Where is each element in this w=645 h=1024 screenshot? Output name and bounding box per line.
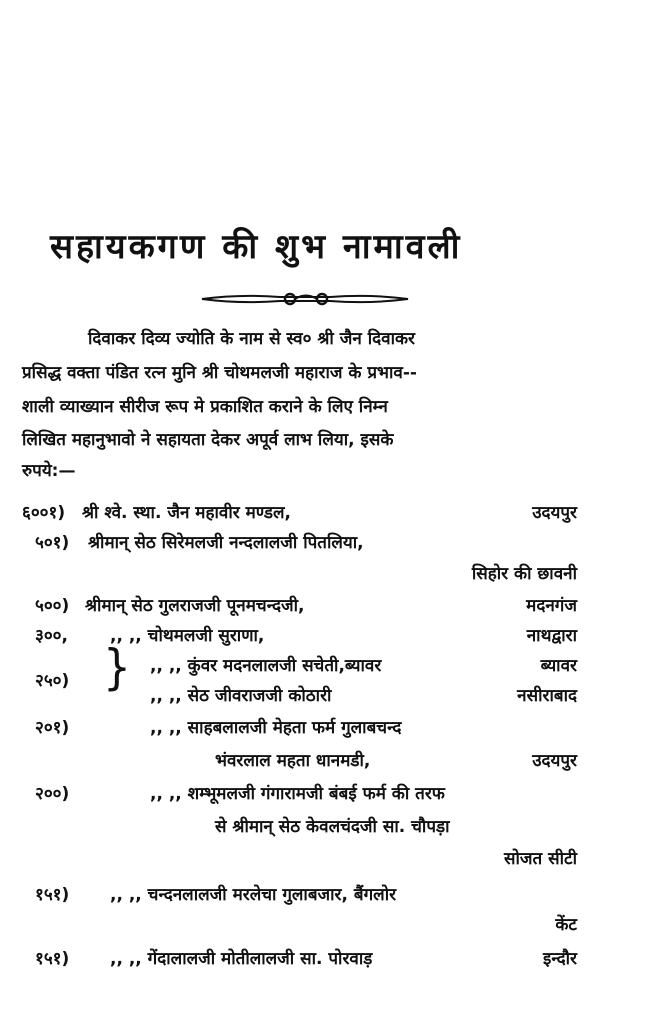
entry-amount: ५०१) [35, 533, 70, 553]
entry-amount: २००) [35, 784, 70, 804]
ornament-divider-icon [200, 292, 410, 306]
entry-amount: ३००, [35, 626, 68, 646]
entry-place: नसीराबाद [517, 686, 577, 706]
entry-name: ,, ,, सेठ जीवराजजी कोठारी [150, 686, 332, 706]
entry-place: सोजत सीटी [504, 849, 577, 869]
entry-place: ब्यावर [540, 656, 577, 676]
entry-name-cont: भंवरलाल महता धानमडी, [215, 751, 371, 771]
entry-amount: १५१) [35, 885, 70, 905]
page-title: सहायकगण की शुभ नामावली [50, 227, 463, 267]
entry-name-cont: से श्रीमान् सेठ केवलचंदजी सा. चौपड़ा [215, 817, 450, 837]
entry-amount: ६००१) [22, 503, 66, 523]
intro-line: प्रसिद्ध वक्ता पंडित रत्न मुनि श्री चोथमलजी महाराज के प्रभाव-- [22, 363, 417, 383]
entry-amount: १५१) [35, 949, 70, 969]
entry-place: मदनगंज [526, 596, 577, 616]
entry-place: सिहोर की छावनी [471, 564, 577, 584]
entry-name: ,, ,, कुंवर मदनलालजी सचेती,ब्यावर [150, 656, 382, 676]
entry-amount: २५०) [35, 671, 70, 691]
entry-name: ,, ,, साहबलालजी मेहता फर्म गुलाबचन्द [150, 718, 402, 738]
intro-line: रुपये:— [22, 461, 76, 481]
entry-name: ,, ,, चन्दनलालजी मरलेचा गुलाबजार, बैंगलोर [110, 885, 397, 905]
entry-place: उदयपुर [532, 503, 577, 523]
intro-line: दिवाकर दिव्य ज्योति के नाम से स्व० श्री जैन दिवाकर [88, 329, 415, 349]
intro-line: शाली व्याख्यान सीरीज रूप मे प्रकाशित कराने के लिए निम्न [22, 397, 388, 417]
entry-name: श्रीमान् सेठ सिरेमलजी नन्दलालजी पितलिया, [88, 533, 364, 553]
brace-icon: } [103, 639, 131, 696]
entry-amount: ५००) [35, 596, 70, 616]
entry-name: श्रीमान् सेठ गुलराजजी पूनमचन्दजी, [85, 596, 305, 616]
entry-name: ,, ,, चोथमलजी सुराणा, [110, 626, 265, 646]
entry-amount: २०१) [35, 718, 70, 738]
entry-name: ,, ,, शम्भूमलजी गंगारामजी बंबई फर्म की तरफ [150, 784, 445, 804]
entry-name: ,, ,, गेंदालालजी मोतीलालजी सा. पोरवाड़ [110, 949, 373, 969]
entry-place: नाथद्वारा [526, 626, 577, 646]
entry-place: केंट [555, 915, 577, 935]
entry-name: श्री श्वे. स्था. जैन महावीर मण्डल, [82, 503, 291, 523]
entry-place: इन्दौर [543, 949, 577, 969]
entry-place: उदयपुर [532, 751, 577, 771]
intro-line: लिखित महानुभावो ने सहायता देकर अपूर्व लाभ लिया, इसके [22, 430, 394, 450]
